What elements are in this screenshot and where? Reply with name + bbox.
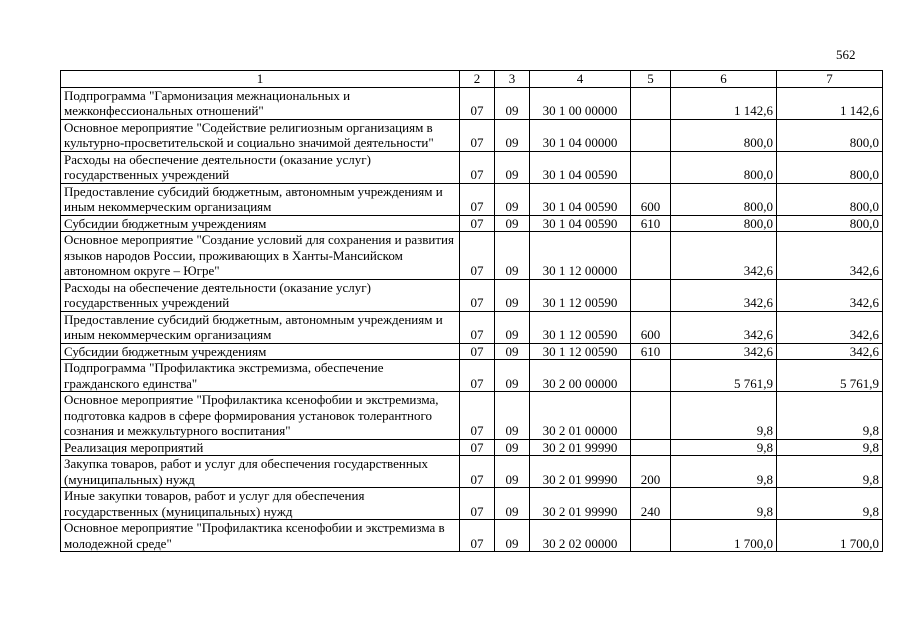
- amount-cell-6: 800,0: [671, 183, 777, 215]
- amount-cell-6: 342,6: [671, 232, 777, 280]
- table-row: [61, 343, 883, 360]
- amount-cell-6: 9,8: [671, 392, 777, 440]
- section-code-cell: 07: [460, 215, 495, 232]
- page-number: 562: [836, 47, 856, 62]
- target-article-cell: 30 1 04 00590: [530, 151, 631, 183]
- row-name-cell: Основное мероприятие "Содействие религиозным организациям в культурно-просветительской и социально значимой деятельности": [61, 119, 460, 151]
- target-article-cell: 30 1 12 00000: [530, 232, 631, 280]
- target-article-cell: 30 2 01 00000: [530, 392, 631, 440]
- target-article-cell: 30 1 04 00590: [530, 183, 631, 215]
- expense-type-cell: [631, 360, 671, 392]
- subsection-code-cell: 09: [495, 119, 530, 151]
- subsection-code-cell: 09: [495, 183, 530, 215]
- amount-cell-7: 1 142,6: [777, 87, 883, 119]
- target-article-cell: 30 1 12 00590: [530, 311, 631, 343]
- amount-cell-7: 342,6: [777, 279, 883, 311]
- amount-cell-6: 1 142,6: [671, 87, 777, 119]
- amount-cell-6: 5 761,9: [671, 360, 777, 392]
- table-row: [61, 119, 883, 151]
- amount-cell-7: 1 700,0: [777, 520, 883, 552]
- subsection-code-cell: 09: [495, 520, 530, 552]
- target-article-cell: 30 1 12 00590: [530, 279, 631, 311]
- amount-cell-6: 9,8: [671, 456, 777, 488]
- section-code-cell: 07: [460, 439, 495, 456]
- table-row: [61, 456, 883, 488]
- amount-cell-6: 800,0: [671, 151, 777, 183]
- table-row: [61, 488, 883, 520]
- section-code-cell: 07: [460, 119, 495, 151]
- row-name-cell: Расходы на обеспечение деятельности (оказание услуг) государственных учреждений: [61, 279, 460, 311]
- section-code-cell: 07: [460, 520, 495, 552]
- column-header: 4: [530, 71, 631, 88]
- section-code-cell: 07: [460, 456, 495, 488]
- section-code-cell: 07: [460, 151, 495, 183]
- amount-cell-7: 9,8: [777, 439, 883, 456]
- expense-type-cell: [631, 520, 671, 552]
- expense-type-cell: [631, 439, 671, 456]
- section-code-cell: 07: [460, 360, 495, 392]
- target-article-cell: 30 1 04 00000: [530, 119, 631, 151]
- subsection-code-cell: 09: [495, 87, 530, 119]
- subsection-code-cell: 09: [495, 215, 530, 232]
- target-article-cell: 30 1 04 00590: [530, 215, 631, 232]
- row-name-cell: Предоставление субсидий бюджетным, автономным учреждениям и иным некоммерческим организациям: [61, 311, 460, 343]
- subsection-code-cell: 09: [495, 392, 530, 440]
- row-name-cell: Основное мероприятие "Профилактика ксенофобии и экстремизма в молодежной среде": [61, 520, 460, 552]
- row-name-cell: Основное мероприятие "Профилактика ксенофобии и экстремизма, подготовка кадров в сфере формирования установок толерантного сознания и межкультурного воспитания": [61, 392, 460, 440]
- column-header: 6: [671, 71, 777, 88]
- amount-cell-7: 9,8: [777, 488, 883, 520]
- column-header: 7: [777, 71, 883, 88]
- column-header: 2: [460, 71, 495, 88]
- expense-type-cell: 200: [631, 456, 671, 488]
- table-row: [61, 151, 883, 183]
- expense-type-cell: 240: [631, 488, 671, 520]
- amount-cell-6: 342,6: [671, 279, 777, 311]
- row-name-cell: Расходы на обеспечение деятельности (оказание услуг) государственных учреждений: [61, 151, 460, 183]
- target-article-cell: 30 2 01 99990: [530, 488, 631, 520]
- amount-cell-7: 5 761,9: [777, 360, 883, 392]
- row-name-cell: Предоставление субсидий бюджетным, автономным учреждениям и иным некоммерческим организациям: [61, 183, 460, 215]
- amount-cell-7: 800,0: [777, 119, 883, 151]
- expense-type-cell: 610: [631, 215, 671, 232]
- expense-type-cell: [631, 151, 671, 183]
- table-header-row: [61, 71, 883, 88]
- amount-cell-6: 1 700,0: [671, 520, 777, 552]
- subsection-code-cell: 09: [495, 456, 530, 488]
- row-name-cell: Иные закупки товаров, работ и услуг для обеспечения государственных (муниципальных) нужд: [61, 488, 460, 520]
- amount-cell-7: 342,6: [777, 311, 883, 343]
- expense-type-cell: [631, 279, 671, 311]
- amount-cell-7: 800,0: [777, 215, 883, 232]
- subsection-code-cell: 09: [495, 343, 530, 360]
- target-article-cell: 30 1 00 00000: [530, 87, 631, 119]
- amount-cell-7: 9,8: [777, 392, 883, 440]
- amount-cell-7: 9,8: [777, 456, 883, 488]
- amount-cell-6: 342,6: [671, 311, 777, 343]
- expense-type-cell: [631, 392, 671, 440]
- amount-cell-7: 342,6: [777, 343, 883, 360]
- expense-type-cell: 610: [631, 343, 671, 360]
- row-name-cell: Закупка товаров, работ и услуг для обеспечения государственных (муниципальных) нужд: [61, 456, 460, 488]
- subsection-code-cell: 09: [495, 151, 530, 183]
- row-name-cell: Подпрограмма "Профилактика экстремизма, обеспечение гражданского единства": [61, 360, 460, 392]
- table-row: [61, 232, 883, 280]
- amount-cell-7: 342,6: [777, 232, 883, 280]
- section-code-cell: 07: [460, 87, 495, 119]
- section-code-cell: 07: [460, 232, 495, 280]
- amount-cell-7: 800,0: [777, 151, 883, 183]
- table-row: [61, 87, 883, 119]
- section-code-cell: 07: [460, 392, 495, 440]
- table-row: [61, 279, 883, 311]
- table-row: [61, 439, 883, 456]
- target-article-cell: 30 2 01 99990: [530, 456, 631, 488]
- amount-cell-6: 800,0: [671, 119, 777, 151]
- target-article-cell: 30 2 02 00000: [530, 520, 631, 552]
- table-row: [61, 311, 883, 343]
- section-code-cell: 07: [460, 279, 495, 311]
- table-row: [61, 360, 883, 392]
- amount-cell-6: 342,6: [671, 343, 777, 360]
- amount-cell-6: 9,8: [671, 439, 777, 456]
- row-name-cell: Субсидии бюджетным учреждениям: [61, 343, 460, 360]
- target-article-cell: 30 2 00 00000: [530, 360, 631, 392]
- table-row: [61, 520, 883, 552]
- subsection-code-cell: 09: [495, 439, 530, 456]
- table-row: [61, 183, 883, 215]
- amount-cell-6: 9,8: [671, 488, 777, 520]
- row-name-cell: Реализация мероприятий: [61, 439, 460, 456]
- row-name-cell: Основное мероприятие "Создание условий для сохранения и развития языков народов России, проживающих в Ханты-Мансийском автономном округе – Югре": [61, 232, 460, 280]
- subsection-code-cell: 09: [495, 311, 530, 343]
- subsection-code-cell: 09: [495, 488, 530, 520]
- expense-type-cell: 600: [631, 183, 671, 215]
- section-code-cell: 07: [460, 488, 495, 520]
- expense-type-cell: [631, 87, 671, 119]
- expense-type-cell: 600: [631, 311, 671, 343]
- column-header: 5: [631, 71, 671, 88]
- subsection-code-cell: 09: [495, 232, 530, 280]
- column-header: 1: [61, 71, 460, 88]
- section-code-cell: 07: [460, 311, 495, 343]
- target-article-cell: 30 1 12 00590: [530, 343, 631, 360]
- column-header: 3: [495, 71, 530, 88]
- expense-type-cell: [631, 119, 671, 151]
- section-code-cell: 07: [460, 183, 495, 215]
- amount-cell-6: 800,0: [671, 215, 777, 232]
- amount-cell-7: 800,0: [777, 183, 883, 215]
- expense-type-cell: [631, 232, 671, 280]
- target-article-cell: 30 2 01 99990: [530, 439, 631, 456]
- subsection-code-cell: 09: [495, 279, 530, 311]
- table-row: [61, 215, 883, 232]
- row-name-cell: Подпрограмма "Гармонизация межнациональных и межконфессиональных отношений": [61, 87, 460, 119]
- table-row: [61, 392, 883, 440]
- row-name-cell: Субсидии бюджетным учреждениям: [61, 215, 460, 232]
- section-code-cell: 07: [460, 343, 495, 360]
- budget-table: [60, 70, 883, 552]
- subsection-code-cell: 09: [495, 360, 530, 392]
